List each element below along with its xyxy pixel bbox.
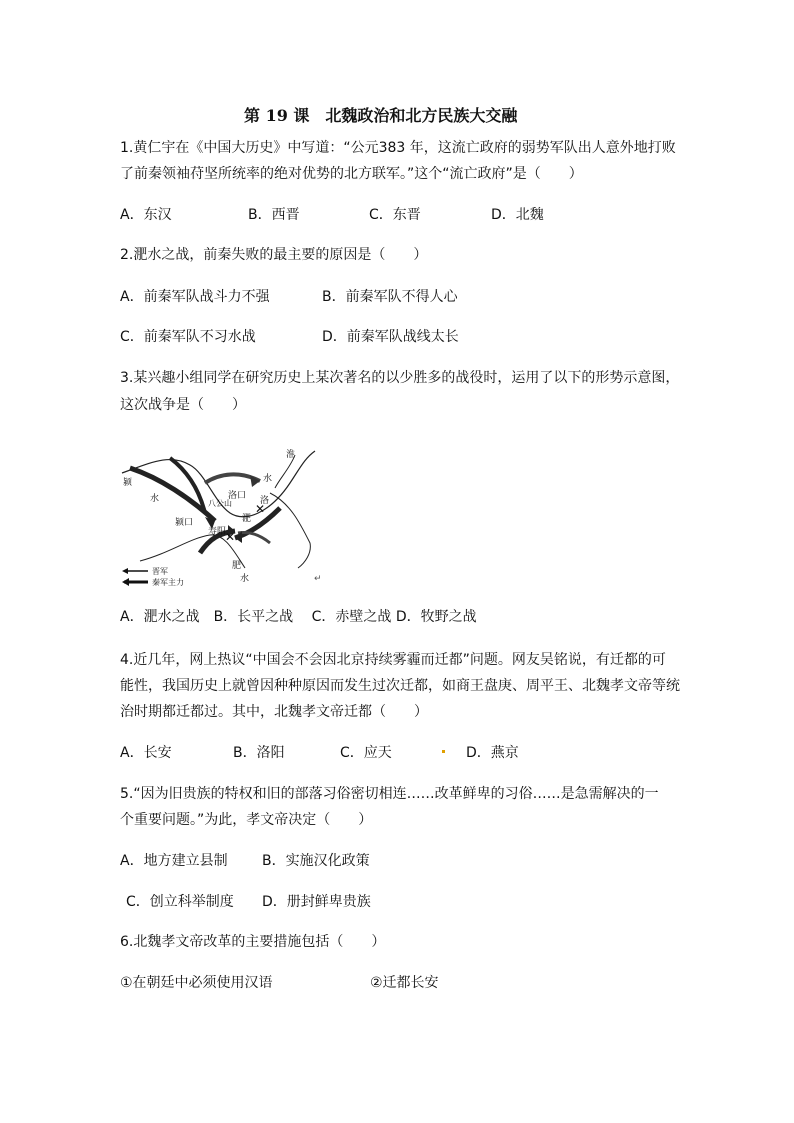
battle-cross-mark: ✕ [225,530,236,544]
q5-stem-line2: 个重要问题。”为此，孝文帝决定（ ） [120,812,373,828]
page-title: 第 19 课 北魏政治和北方民族大交融 [244,106,518,125]
q2-option-d: D．前秦军队战线太长 [322,329,459,345]
q2-stem: 2.淝水之战，前秦失败的最主要的原因是（ ） [120,247,428,263]
q3-stem-line1: 3.某兴趣小组同学在研究历史上某次著名的以少胜多的战役时，运用了以下的形势示意图， [120,370,680,386]
q4-option-b: B．洛阳 [233,745,285,761]
map-label: 八公山 [208,499,232,508]
q5-option-a: A．地方建立县制 [120,853,228,869]
coast-line [270,493,310,568]
map-label: 寿阳 [208,527,227,537]
q5-option-b: B．实施汉化政策 [262,853,370,869]
q3-stem-line2: 这次战争是（ ） [120,397,246,413]
q1-option-b: B．西晋 [248,207,300,223]
q5-option-c: C．创立科举制度 [126,894,234,910]
map-label: 肥 [232,561,242,571]
q6-item-2: ②迁都长安 [370,975,439,991]
paragraph-mark-icon: ↵ [314,574,322,584]
legend-arrowhead-jin [122,568,128,574]
map-label: 水 [150,494,160,504]
battle-cross-mark: ✕ [255,502,266,516]
legend-label-jin: 晋军 [152,567,168,576]
map-label: 洛 [260,496,270,506]
legend-arrowhead-qin [122,578,129,586]
q4-stem-line1: 4.近几年，网上热议“中国会不会因北京持续雾霾而迁都”问题。网友吴铭说，有迁都的可 [120,652,666,668]
q1-option-a: A．东汉 [120,207,172,223]
q1-option-d: D．北魏 [491,207,544,223]
map-label: 水 [240,574,250,584]
q4-option-a: A．长安 [120,745,172,761]
q5-stem-line1: 5.“因为旧贵族的特权和旧的部落习俗密切相连……改革鲜卑的习俗……是急需解决的一 [120,786,659,802]
legend-label-qin: 秦军主力 [152,578,184,587]
q3-options: A．淝水之战 B．长平之战 C．赤壁之战 D．牧野之战 [120,609,477,625]
battle-situation-map [120,443,320,588]
map-label: 淮 [286,450,296,460]
q4-stem-line3: 治时期都迁都过。其中，北魏孝文帝迁都（ ） [120,704,428,720]
q6-item-1: ①在朝廷中必须使用汉语 [120,975,273,991]
q4-stem-line2: 能性，我国历史上就曾因种种原因而发生过次迁都，如商王盘庚、周平王、北魏孝文帝等统 [120,678,680,694]
q1-option-c: C．东晋 [369,207,421,223]
map-label: 颍口 [175,518,194,528]
q2-option-c: C．前秦军队不习水战 [120,329,256,345]
q2-option-a: A．前秦军队战斗力不强 [120,289,270,305]
q4-option-d: D．燕京 [466,745,519,761]
q2-option-b: B．前秦军队不得人心 [322,289,458,305]
q1-stem-line1: 1.黄仁宇在《中国大历史》中写道：“公元383 年，这流亡政府的弱势军队出人意外地打败 [120,140,676,156]
q4-option-c: C．应天 [340,745,392,761]
map-label: 淝 [242,514,252,524]
map-label: 洛口 [228,491,247,501]
q5-option-d: D．册封鲜卑贵族 [262,894,371,910]
map-label: 水 [263,474,273,484]
q1-stem-line2: 了前秦领袖苻坚所统率的绝对优势的北方联军。”这个“流亡政府”是（ ） [120,166,583,182]
map-label: 颍 [123,478,133,488]
stray-mark [442,750,445,753]
q6-stem: 6.北魏孝文帝改革的主要措施包括（ ） [120,934,386,950]
